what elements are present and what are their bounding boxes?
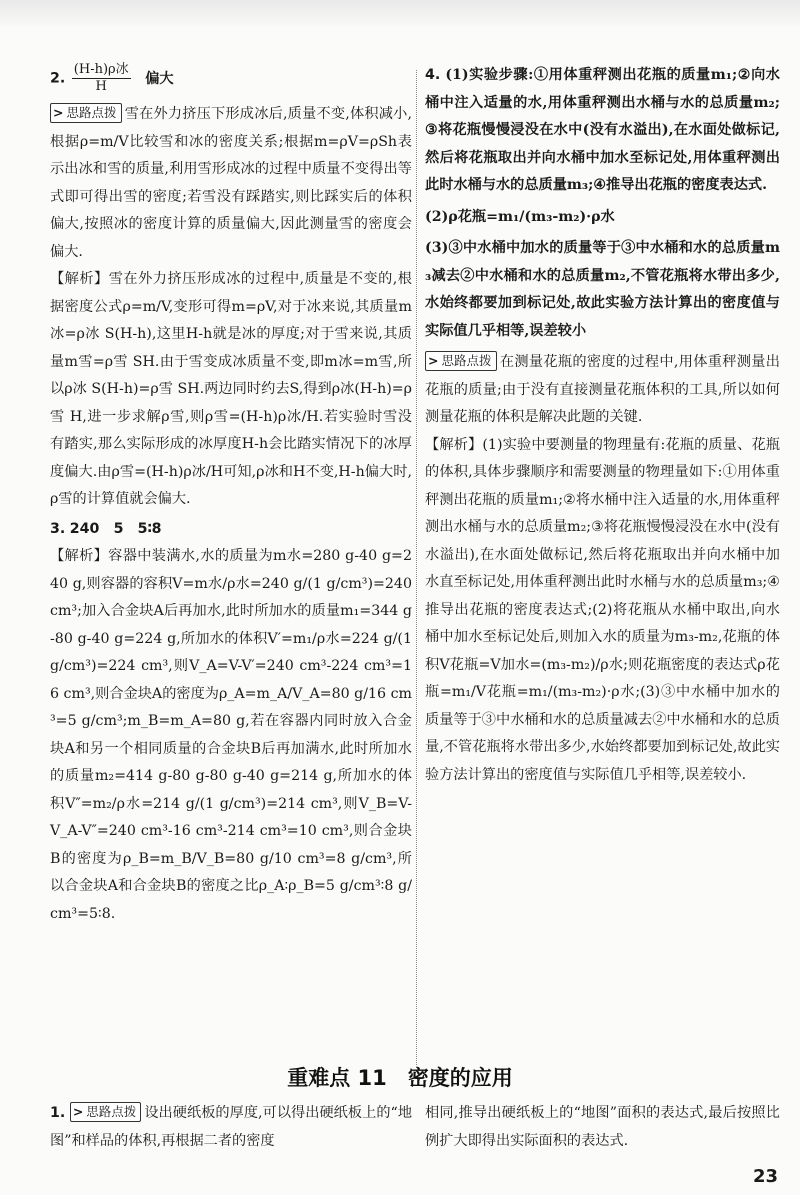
analysis-label: 【解析】 bbox=[50, 548, 109, 564]
tip-label: > 思路点拨 bbox=[50, 103, 122, 123]
left-column bbox=[50, 62, 412, 928]
s11-q1-right bbox=[425, 1100, 780, 1155]
q2-answer-fraction bbox=[72, 62, 131, 95]
q4-analysis bbox=[425, 432, 780, 790]
chevron-right-icon: > bbox=[53, 105, 64, 120]
q4-part3: (3)③中水桶中加水的质量等于③中水桶和水的总质量m₃减去②中水桶和水的总质量m₂,不管花瓶将水带出多少,水始终都要加到标记处,故此实验方法计算出的密度值与实际值几乎相等,误差较小 bbox=[425, 240, 780, 339]
tip-label: > 思路点拨 bbox=[425, 351, 497, 371]
q3-analysis bbox=[50, 543, 412, 928]
q4-block bbox=[425, 62, 780, 200]
q4-analysis-text: (1)实验中要测量的物理量有:花瓶的质量、花瓶的体积,具体步骤顺序和需要测量的物理量如下:①用体重秤测出花瓶的质量m₁;②将水桶中注入适量的水,用体重秤测出水桶与水的总质量m₂;③将花瓶慢慢浸没在水中(没有水溢出),在水面处做标记,然后将花瓶取出并向水桶中加水直至标记处,用体重秤测出此时水桶与水的总质量m₃;④推导出花瓶的密度表达式;(2)将花瓶从水桶中取出,向水桶中加水至标记处后,则加入水的质量为m₃-m₂,花瓶的体积V花瓶=V加水=(m₃-m₂)/ρ水;则花瓶密度的表达式ρ花瓶=m₁/V花瓶=m₁/(m₃-m₂)·ρ水;(3)③中水桶中加水的质量等于③中水桶和水的总质量减去②中水桶和水的总质量,不管花瓶将水带出多少,水始终都要加到标记处,故此实验方法计算出的密度值与实际值几乎相等,误差较小. bbox=[425, 436, 780, 783]
s11-q1-tip-text-left: 设出硬纸板的厚度,可以得出硬纸板上的“地图”和样品的体积,再根据二者的密度 bbox=[50, 1105, 413, 1149]
q4-part2: (2)ρ花瓶=m₁/(m₃-m₂)·ρ水 bbox=[425, 208, 615, 225]
q3-answer-text: 240 5 5∶8 bbox=[69, 520, 162, 537]
q3-analysis-text: 容器中装满水,水的质量为m水=280 g-40 g=240 g,则容器的容积V=m水/ρ水=240 g/(1 g/cm³)=240 cm³;加入合金块A后再加水,此时所加水的质量m₁=344 g-80 g-40 g=224 g,所加水的体积V′=m₁/ρ水=224 g/(1 g/cm³)=224 cm³,则V_A=V-V′=240 cm³-224 cm³=16 cm³,则合金块A的密度为ρ_A=m_A/V_A=80 g/16 cm³=5 g/cm³;m_B=m_A=80 g,若在容器内同时放入合金块A和另一个相同质量的合金块B后再加满水,此时所加水的质量m₂=414 g-80 g-80 g-40 g=214 g,所加水的体积V″=m₂/ρ水=214 g/(1 g/cm³)=214 cm³,则V_B=V-V_A-V″=240 cm³-16 cm³-214 cm³=10 cm³,则合金块B的密度为ρ_B=m_B/V_B=80 g/10 cm³=8 g/cm³,所以合金块A和合金块B的密度之比ρ_A∶ρ_B=5 g/cm³∶8 g/cm³=5∶8. bbox=[50, 548, 412, 922]
s11-q1-tip bbox=[50, 1100, 412, 1155]
page-number: 23 bbox=[752, 1166, 778, 1187]
q4-tip bbox=[425, 349, 780, 432]
q2-answer-numerator: (H-h)ρ冰 bbox=[73, 62, 129, 77]
q4-number: 4. bbox=[425, 67, 441, 83]
s11-q1-number: 1. bbox=[50, 1105, 66, 1121]
analysis-label: 【解析】 bbox=[50, 271, 109, 287]
section-heading: 重难点 11 密度的应用 bbox=[287, 1066, 513, 1090]
q4-part1: (1)实验步骤:①用体重秤测出花瓶的质量m₁;②向水桶中注入适量的水,用体重秤测出水桶与水的总质量m₂;③将花瓶慢慢浸没在水中(没有水溢出),在水面处做标记,然后将花瓶取出并向水桶中加水至标记处,用体重秤测出此时水桶与水的总质量m₃;④推导出花瓶的密度表达式. bbox=[425, 67, 780, 193]
q4-tip-text: 在测量花瓶的密度的过程中,用体重秤测量出花瓶的质量;由于没有直接测量花瓶体积的工具,所以如何测量花瓶的体积是解决此题的关键. bbox=[425, 354, 780, 425]
right-column bbox=[425, 62, 780, 789]
page-top-shadow bbox=[0, 0, 800, 28]
tip-label: > 思路点拨 bbox=[70, 1102, 142, 1122]
chevron-right-icon: > bbox=[428, 353, 439, 368]
s11-q1-tip-text-right: 相同,推导出硬纸板上的“地图”面积的表达式,最后按照比例扩大即得出实际面积的表达式. bbox=[425, 1105, 780, 1149]
column-divider bbox=[416, 70, 417, 1065]
q3-answer bbox=[50, 516, 412, 544]
q2-answer-tail: 偏大 bbox=[145, 70, 174, 87]
q2-tip-text: 雪在外力挤压下形成冰后,质量不变,体积减小,根据ρ=m/V比较雪和冰的密度关系;根据m=ρV=ρSh表示出冰和雪的质量,利用雪形成冰的过程中质量不变得出等式即可得出雪的密度;若雪没有踩踏实,则比踩实后的体积偏大,按照冰的密度计算的质量偏大,因此测量雪的密度会偏大. bbox=[50, 106, 412, 260]
chevron-right-icon: > bbox=[72, 1104, 84, 1119]
q2-tip bbox=[50, 101, 412, 266]
s11-q1-left bbox=[50, 1100, 412, 1155]
analysis-label: 【解析】 bbox=[425, 436, 483, 453]
q2-analysis-text: 雪在外力挤压形成冰的过程中,质量是不变的,根据密度公式ρ=m/V,变形可得m=ρV,对于冰来说,其质量m冰=ρ冰 S(H-h),这里H-h就是冰的厚度;对于雪来说,其质量m雪=ρ雪 SH.由于雪变成冰质量不变,即m冰=m雪,所以ρ冰 S(H-h)=ρ雪 SH.两边同时约去S,得到ρ冰(H-h)=ρ雪 H,进一步求解ρ雪,则ρ雪=(H-h)ρ冰/H.若实验时雪没有踏实,那么实际形成的冰厚度H-h会比踏实情况下的冰厚度偏大.由ρ雪=(H-h)ρ冰/H可知,ρ冰和H不变,H-h偏大时,ρ雪的计算值就会偏大. bbox=[50, 271, 412, 507]
q2-answer-denominator: H bbox=[95, 79, 107, 94]
q2-answer bbox=[50, 62, 412, 95]
q2-analysis bbox=[50, 266, 412, 514]
q2-number: 2. bbox=[50, 70, 66, 87]
q3-number: 3. bbox=[50, 520, 66, 537]
